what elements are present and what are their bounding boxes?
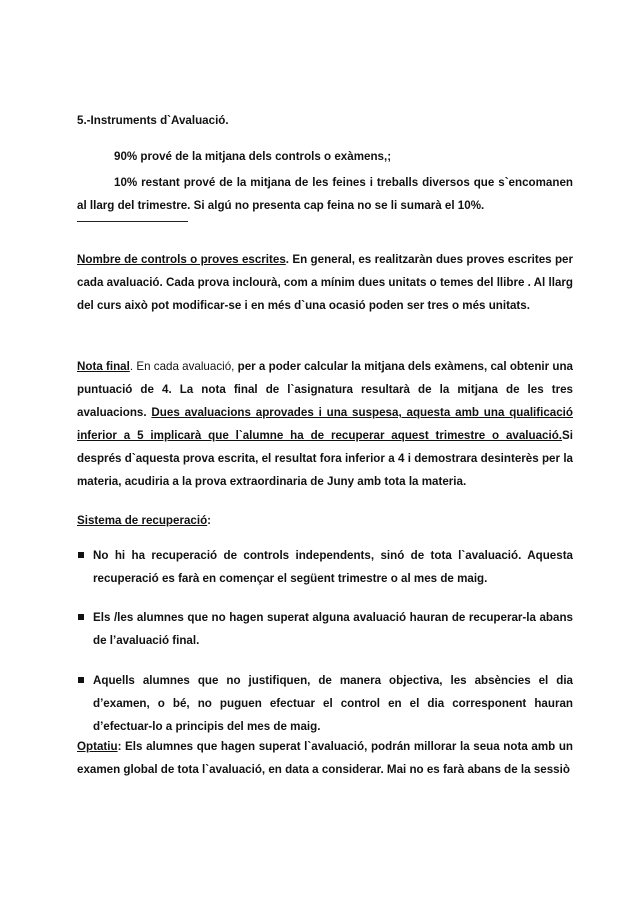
sistema-heading [77,509,573,532]
nota-final-underlined-text: Dues avaluacions aprovades i una suspesa, aquesta amb una qualificació inferior a 5 implicarà que l`alumne ha de recuperar aquest trimestre o avaluació. [77,406,573,442]
sistema-colon: : [207,514,212,527]
nota-final-normal-text: . En cada avaluació, [129,360,235,373]
bullet-text-3: Aquells alumnes que no justifiquen, de manera objectiva, les absències el dia d’examen, o bé, no puguen efectuar el control en el dia corresponent hauran d’efectuar-lo a principis del mes de maig. [93,674,573,733]
optatiu-paragraph [77,735,573,781]
bullet-square-icon [78,677,84,683]
nota-final-text-2: Si després d`aquesta prova escrita, el resultat fora inferior a 4 i demostrara desinterès per la materia, acudiria a la prova extraordinaria de Juny amb tota la materia. [77,429,573,488]
controls-label: Nombre de controls o proves escrites [77,253,286,266]
bullet-square-icon [78,552,84,558]
line-10-percent: 10% restant prové de la mitjana de les feines i treballs diversos que s`encomanen al llarg del trimestre. Si algú no presenta cap feina no se li sumarà el 10%. [77,176,573,212]
section-heading: 5.-Instruments d`Avaluació. [77,114,229,127]
optatiu-label: Optatiu [77,740,118,753]
nota-final-paragraph [77,355,573,493]
line-90-percent: 90% prové de la mitjana dels controls o exàmens,; [114,150,392,163]
bullet-text-2: Els /les alumnes que no hagen superat alguna avaluació hauran de recuperar-la abans de l’avaluació final. [93,611,573,647]
controls-paragraph [77,248,573,317]
nota-final-text-1: per a poder calcular la mitjana dels exàmens, cal obtenir una puntuació de 4. La nota final de l`asignatura resultarà de la mitjana de les tres avaluacions. [77,360,573,419]
bullet-square-icon [78,614,84,620]
controls-text: . En general, es realitzaràn dues proves escrites per cada avaluació. Cada prova inclourà, com a mínim dues unitats o temes del llibre . Al llarg del curs això pot modificar-se i en més d`una ocasió poden ser tres o més unitats. [77,253,573,312]
separator-line [77,221,188,222]
bullet-text-1: No hi ha recuperació de controls independents, sinó de tota l`avaluació. Aquesta recuperació es farà en començar el següent trimestre o al mes de maig. [93,549,573,585]
nota-final-label: Nota final [77,360,130,373]
sistema-label: Sistema de recuperació [77,514,208,527]
optatiu-text: : Els alumnes que hagen superat l`avaluació, podrán millorar la seua nota amb un examen global de tota l`avaluació, en data a considerar. Mai no es farà abans de la sessiò [77,740,573,776]
